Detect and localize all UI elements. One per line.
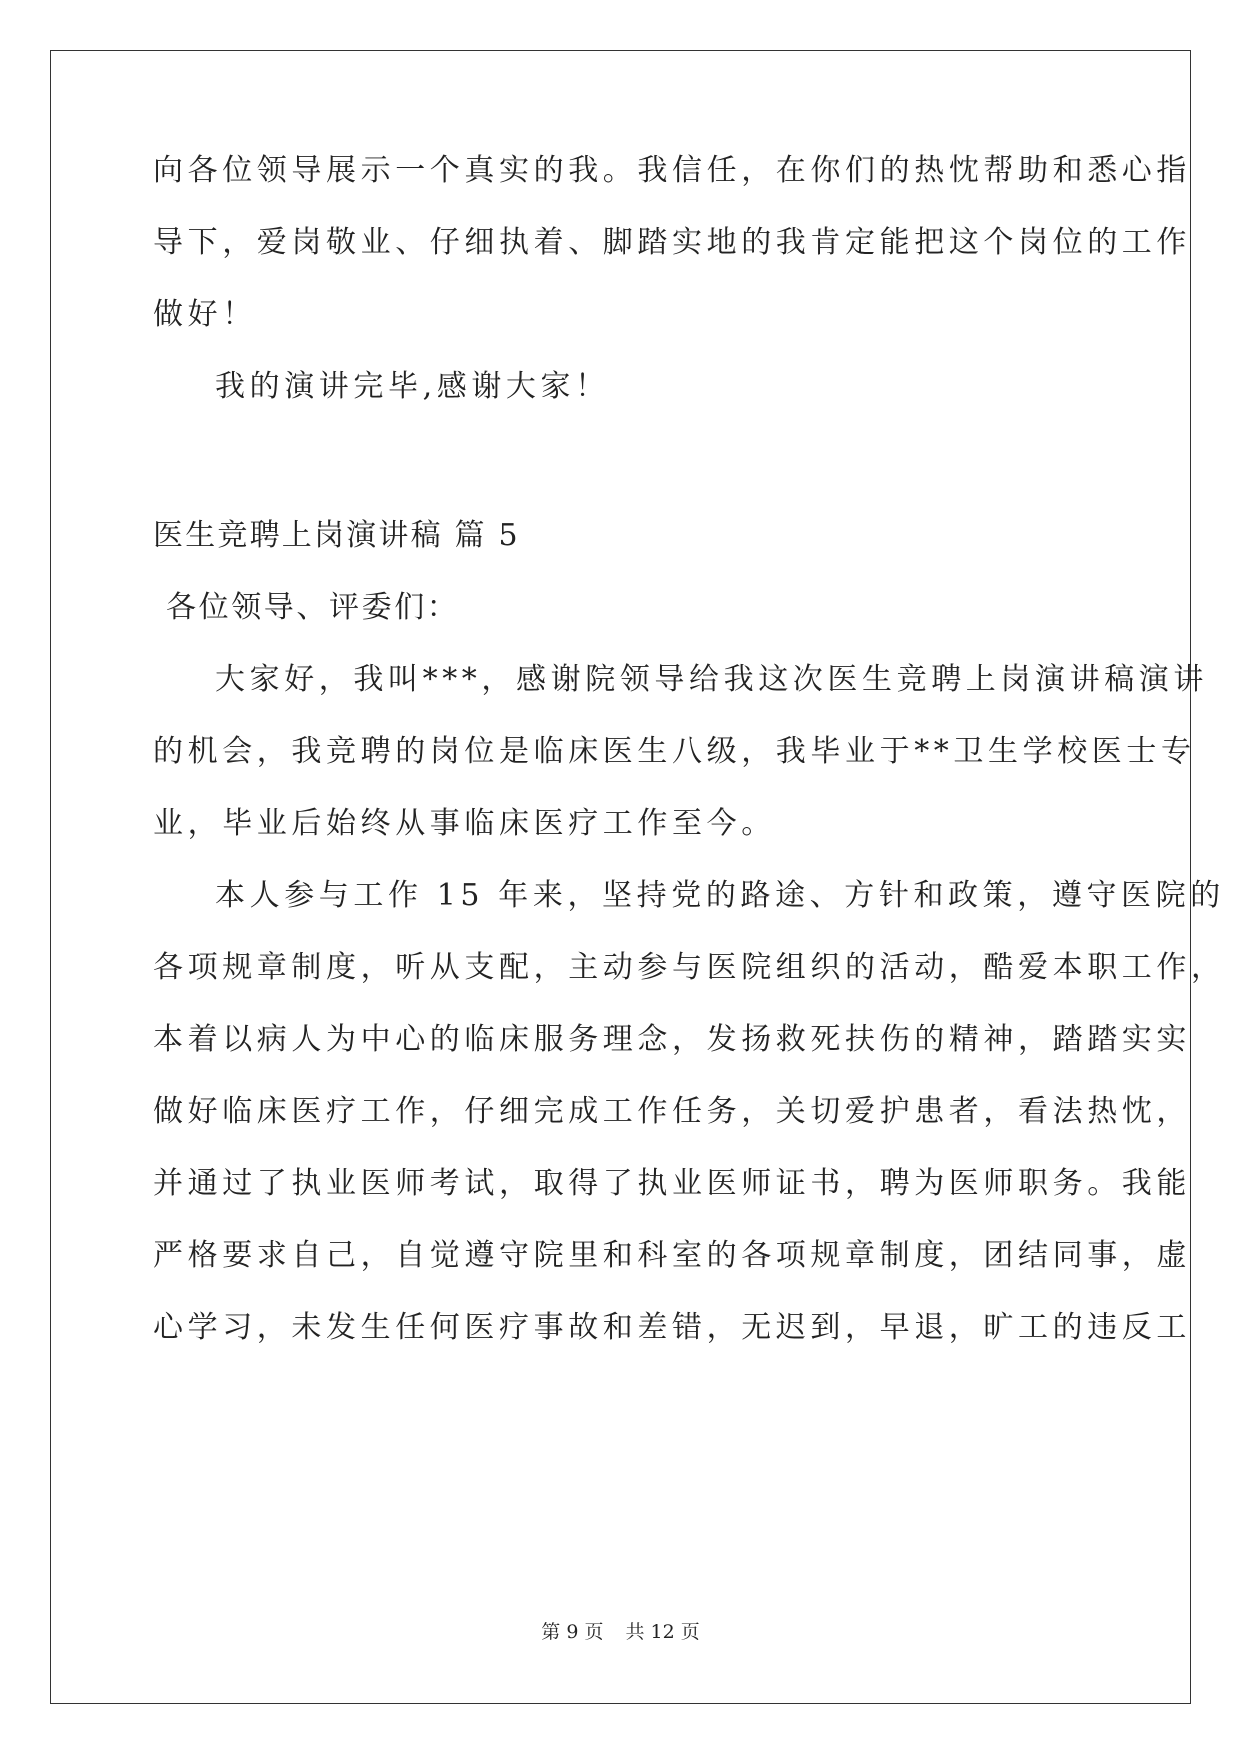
paragraph-line: 各项规章制度，听从支配，主动参与医院组织的活动，酷爱本职工作， (153, 950, 1226, 985)
paragraph-line: 我的演讲完毕,感谢大家！ (215, 369, 610, 404)
paragraph-line: 本着以病人为中心的临床服务理念，发扬救死扶伤的精神，踏踏实实 (153, 1022, 1191, 1057)
page-number: 第 9 页 (541, 1621, 604, 1643)
paragraph-line: 并通过了执业医师考试，取得了执业医师证书，聘为医师职务。我能 (153, 1166, 1191, 1201)
page-total: 共 12 页 (625, 1621, 700, 1643)
paragraph-line: 向各位领导展示一个真实的我。我信任，在你们的热忱帮助和悉心指 (153, 153, 1191, 188)
paragraph-line: 做好！ (153, 297, 257, 332)
salutation-line: 各位领导、评委们： (166, 590, 460, 625)
paragraph-line: 大家好，我叫***，感谢院领导给我这次医生竞聘上岗演讲稿演讲 (215, 662, 1208, 697)
paragraph-line: 导下，爱岗敬业、仔细执着、脚踏实地的我肯定能把这个岗位的工作 (153, 225, 1191, 260)
paragraph-line: 做好临床医疗工作，仔细完成工作任务，关切爱护患者，看法热忱， (153, 1094, 1191, 1129)
section-heading: 医生竞聘上岗演讲稿 篇 5 (153, 518, 520, 553)
paragraph-line: 的机会，我竞聘的岗位是临床医生八级，我毕业于**卫生学校医士专 (153, 734, 1196, 769)
paragraph-line: 严格要求自己，自觉遵守院里和科室的各项规章制度，团结同事，虚 (153, 1238, 1191, 1273)
page-footer (0, 1620, 1241, 1644)
paragraph-line: 心学习，未发生任何医疗事故和差错，无迟到，早退，旷工的违反工 (153, 1310, 1191, 1345)
paragraph-line: 业，毕业后始终从事临床医疗工作至今。 (153, 806, 776, 841)
paragraph-line: 本人参与工作 15 年来，坚持党的路途、方针和政策，遵守医院的 (215, 878, 1225, 913)
